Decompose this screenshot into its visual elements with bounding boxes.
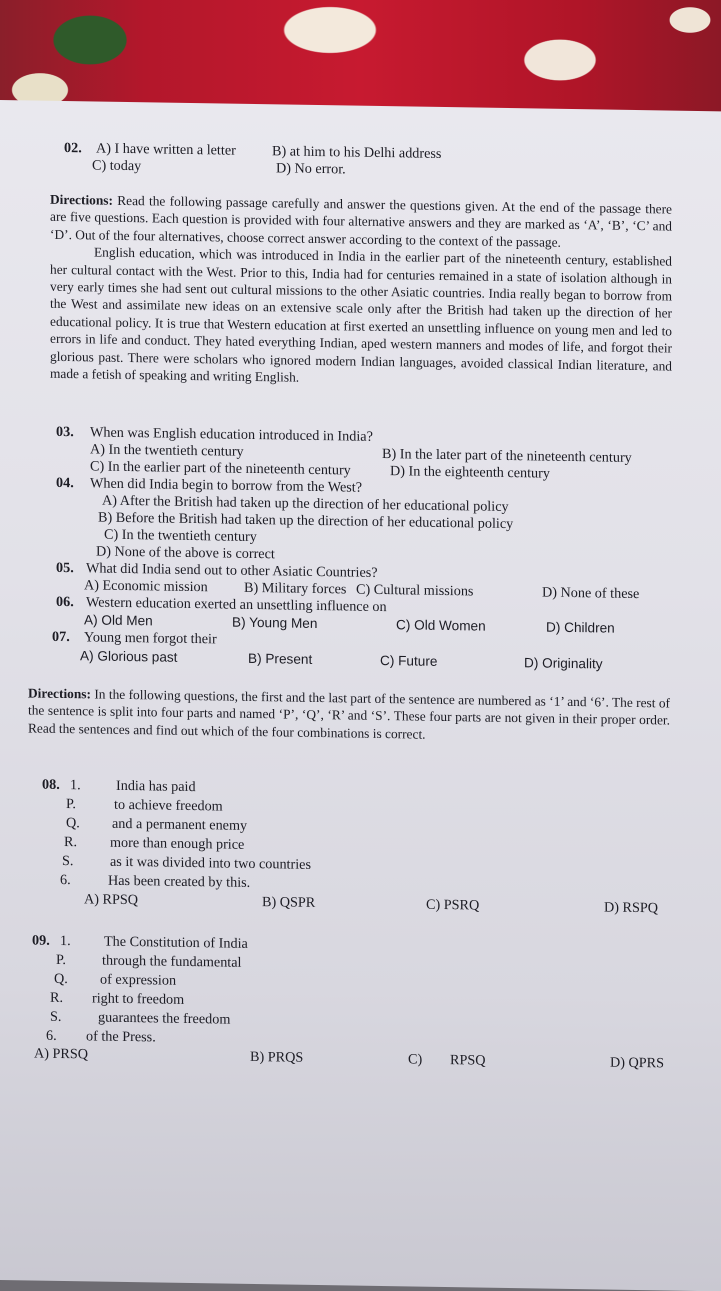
q05-option-a: A) Economic mission	[84, 577, 208, 596]
q06-option-b: B) Young Men	[232, 614, 318, 631]
q05-option-c: C) Cultural missions	[356, 581, 474, 600]
directions2-text: In the following questions, the first and the last part of the sentence are numbered as ‘1’ and ‘6’. The rest of the sentence is split into four parts and named ‘P’, ‘Q’, ‘R’ and ‘S’. These four parts are not given in their proper order. Read the sentences and find out which of the four combinations is correct.	[28, 686, 670, 742]
q05-option-d: D) None of these	[542, 584, 640, 603]
q03-option-c: C) In the earlier part of the nineteenth century	[90, 458, 351, 479]
q09-part-key: P.	[56, 951, 66, 969]
directions-passage	[50, 191, 672, 392]
q05-question: What did India send out to other Asiatic Countries?	[86, 560, 378, 581]
q09-option-b: B) PRQS	[250, 1048, 304, 1066]
q08-part-key: R.	[64, 834, 78, 851]
q07-option-b: B) Present	[248, 650, 313, 667]
q09-part-key: R.	[50, 989, 64, 1006]
q09-part-text: right to freedom	[92, 990, 185, 1008]
q08-part-text: to achieve freedom	[114, 796, 223, 815]
q08-part-text: India has paid	[116, 777, 196, 796]
q09-option-c-value: RPSQ	[450, 1052, 486, 1069]
q04-option-c: C) In the twentieth century	[104, 526, 257, 546]
q08-option-a: A) RPSQ	[84, 891, 139, 909]
directions-text: Read the following passage carefully and answer the questions given. At the end of the passage there are five questions. Each question is provided with four alternative answers and they are marked as ‘A’, ‘B’, ‘C’ and ‘D’. Out of the four alternatives, choose correct answer according to the context of the passage.	[50, 192, 672, 250]
q09-part-text: through the fundamental	[102, 952, 242, 971]
q08-part-text: as it was divided into two countries	[110, 853, 311, 873]
reading-passage: English education, which was introduced in India in the earlier part of the nineteenth century, established her cultural contact with the West. Prior to this, India had for centuries remained in a state of isolation although in very early times she had sent out cultural missions to the other Asiatic countries. India really began to borrow from the West and assimilate new ideas on an extensive scale only after the British had taken up the direction of her educational policy. It is true that Western education at first exerted an unsettling influence on young men and led to errors in life and conduct. They hated everything Indian, aped western manners and modes of life, and forgot their glorious past. There were scholars who ignored modern Indian languages, avoided classical Indian literature, and made a fetish of speaking and writing English.	[50, 244, 672, 385]
q04-question: When did India begin to borrow from the West?	[90, 475, 363, 496]
q06-question: Western education exerted an unsettling influence on	[86, 594, 387, 616]
q06-option-a: A) Old Men	[84, 612, 153, 629]
q08-part-text: Has been created by this.	[108, 872, 251, 891]
q08-part-key: 6.	[60, 871, 71, 889]
q06-option-c: C) Old Women	[396, 617, 486, 634]
q04-option-a: A) After the British had taken up the direction of her educational policy	[102, 492, 509, 515]
directions-sentence-order	[28, 684, 670, 746]
q09-part-key: S.	[50, 1008, 62, 1025]
q08-option-b: B) QSPR	[262, 894, 316, 911]
directions-label: Directions:	[50, 191, 113, 208]
q04-number: 04.	[56, 474, 74, 492]
q06-option-d: D) Children	[546, 619, 615, 636]
q08-option-d: D) RSPQ	[604, 899, 659, 917]
q08-part-key: Q.	[66, 815, 80, 832]
q08-part-key: S.	[62, 852, 74, 870]
question-paper	[0, 100, 721, 1291]
q06-number: 06.	[56, 593, 74, 611]
q09-part-text: The Constitution of India	[104, 933, 248, 952]
q02-number: 02.	[64, 140, 82, 157]
background-cloth	[0, 0, 721, 118]
q02-option-b: B) at him to his Delhi address	[272, 143, 442, 162]
q07-number: 07.	[52, 628, 70, 646]
q08-part-key: 1.	[70, 777, 81, 794]
q09-number: 09.	[32, 932, 50, 949]
q05-option-b: B) Military forces	[244, 579, 347, 598]
q03-option-d: D) In the eighteenth century	[390, 463, 550, 482]
q09-option-d: D) QPRS	[610, 1054, 665, 1072]
q09-part-text: of expression	[100, 971, 177, 989]
directions2-label: Directions:	[28, 685, 91, 702]
q08-part-text: more than enough price	[110, 834, 245, 853]
q04-option-b: B) Before the British had taken up the direction of her educational policy	[98, 509, 514, 533]
q09-option-c: C)	[408, 1051, 423, 1068]
q09-part-text: of the Press.	[86, 1028, 156, 1046]
q07-question: Young men forgot their	[84, 629, 217, 648]
q05-number: 05.	[56, 559, 74, 577]
q03-number: 03.	[56, 423, 74, 441]
q09-option-a: A) PRSQ	[34, 1045, 89, 1063]
q07-option-a: A) Glorious past	[80, 648, 178, 665]
q03-option-b: B) In the later part of the nineteenth century	[382, 446, 632, 466]
q08-number: 08.	[42, 776, 60, 793]
q09-part-key: Q.	[54, 970, 68, 988]
q04-option-d: D) None of the above is correct	[96, 543, 275, 563]
q07-option-d: D) Originality	[524, 655, 603, 672]
q08-part-text: and a permanent enemy	[112, 815, 248, 834]
q03-option-a: A) In the twentieth century	[90, 441, 244, 460]
q02-option-c: C) today	[92, 157, 142, 175]
q07-option-c: C) Future	[380, 652, 438, 669]
q08-option-c: C) PSRQ	[426, 896, 480, 914]
q09-part-text: guarantees the freedom	[98, 1009, 231, 1028]
q02-option-a: A) I have written a letter	[96, 140, 236, 159]
q09-part-key: 6.	[46, 1027, 57, 1044]
q08-part-key: P.	[66, 796, 76, 813]
q09-part-key: 1.	[60, 932, 71, 950]
q03-question: When was English education introduced in India?	[90, 424, 373, 445]
q02-option-d: D) No error.	[276, 160, 346, 178]
